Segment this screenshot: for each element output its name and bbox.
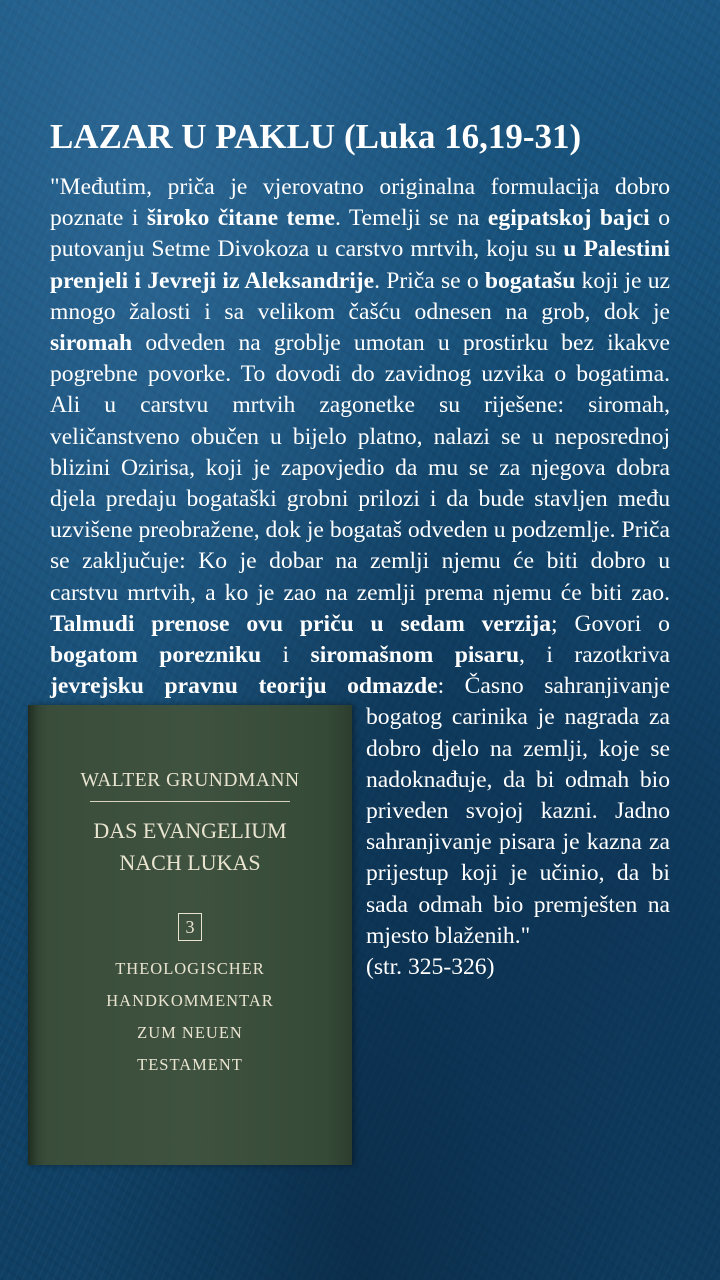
paragraph-text: i [261,642,311,669]
paragraph-text: . Temelji se na [334,205,488,232]
emphasis-text: Talmudi prenose ovu priču u sedam verzija [50,610,552,637]
book-divider [90,801,290,802]
book-title [28,815,352,879]
book-author: WALTER GRUNDMANN [80,770,300,792]
emphasis-text: bogatom porezniku [50,642,262,669]
paragraph-text: , i razotkriva [519,642,670,669]
paragraph-text: koji je uz mnogo žalosti i sa velikom čašću odnesen na grob, dok je [50,267,670,325]
book-series-line: HANDKOMMENTAR [106,991,274,1011]
emphasis-text: egipatskoj bajci [487,205,650,232]
emphasis-text: bogatašu [484,267,576,294]
emphasis-text: u Palestini prenjeli i Jevreji iz Aleksandrije [50,236,670,294]
book-volume-number: 3 [178,913,202,941]
book-series-line: TESTAMENT [137,1055,243,1075]
paragraph-text: ; Govori o [551,610,670,637]
book-series-line: ZUM NEUEN [137,1023,243,1043]
emphasis-text: siromah [50,330,133,357]
book-series-line: THEOLOGISCHER [115,959,265,979]
paragraph-text: "Međutim, priča je vjerovatno originalna formulacija dobro poznate i [50,174,670,232]
book-title-line-1: DAS EVANGELIUM [93,818,287,844]
paragraph-text: je nagrada za dobro djelo na zemlji, koje se nadoknađuje, da bi odmah bio priveden svojoj kazni. Jadno sahranjivanje pisara je kazna za prijestup koji je učinio, da bi sada odmah bio premješten na mjesto blaženih." [366,704,670,949]
paragraph-text: odveden na groblje umotan u prostirku bez ikakve pogrebne povorke. To dovodi do zavidnog uzvika o bogatima. Ali u carstvu mrtvih zagonetke su riješene: siromah, veličanstveno obučen u bijelo platno, nalazi se u neposrednoj blizini Ozirisa, koji je zapovjedio da mu se za njegova dobra djela predaju bogataški grobni prilozi i da bude stavljen među uzvišene preobražene, dok je bogataš odveden u podzemlje. Priča se zaključuje: Ko je dobar na zemlji njemu će biti dobro u carstvu mrtvih, a ko je zao na zemlji prema njemu će biti zao. [50,330,670,606]
book-series [28,953,352,1081]
book-cover-image [28,705,352,1165]
paragraph-text: . Priča se o [374,267,485,294]
emphasis-text: jevrejsku pravnu teoriju odmazde [50,673,438,700]
article [50,172,670,1165]
page-title: LAZAR U PAKLU (Luka 16,19-31) [50,117,582,156]
paragraph-text: o putovanju Setme Divokoza u carstvo mrtvih, koju su [50,205,671,263]
emphasis-text: široko čitane teme [146,205,335,232]
source-citation: (str. 325-326) [366,954,495,981]
emphasis-text: siromašnom pisaru [310,642,520,669]
book-title-line-2: NACH LUKAS [119,850,261,876]
paragraph-text: : Časno sahranjivanje bogatog carinika [366,673,670,731]
